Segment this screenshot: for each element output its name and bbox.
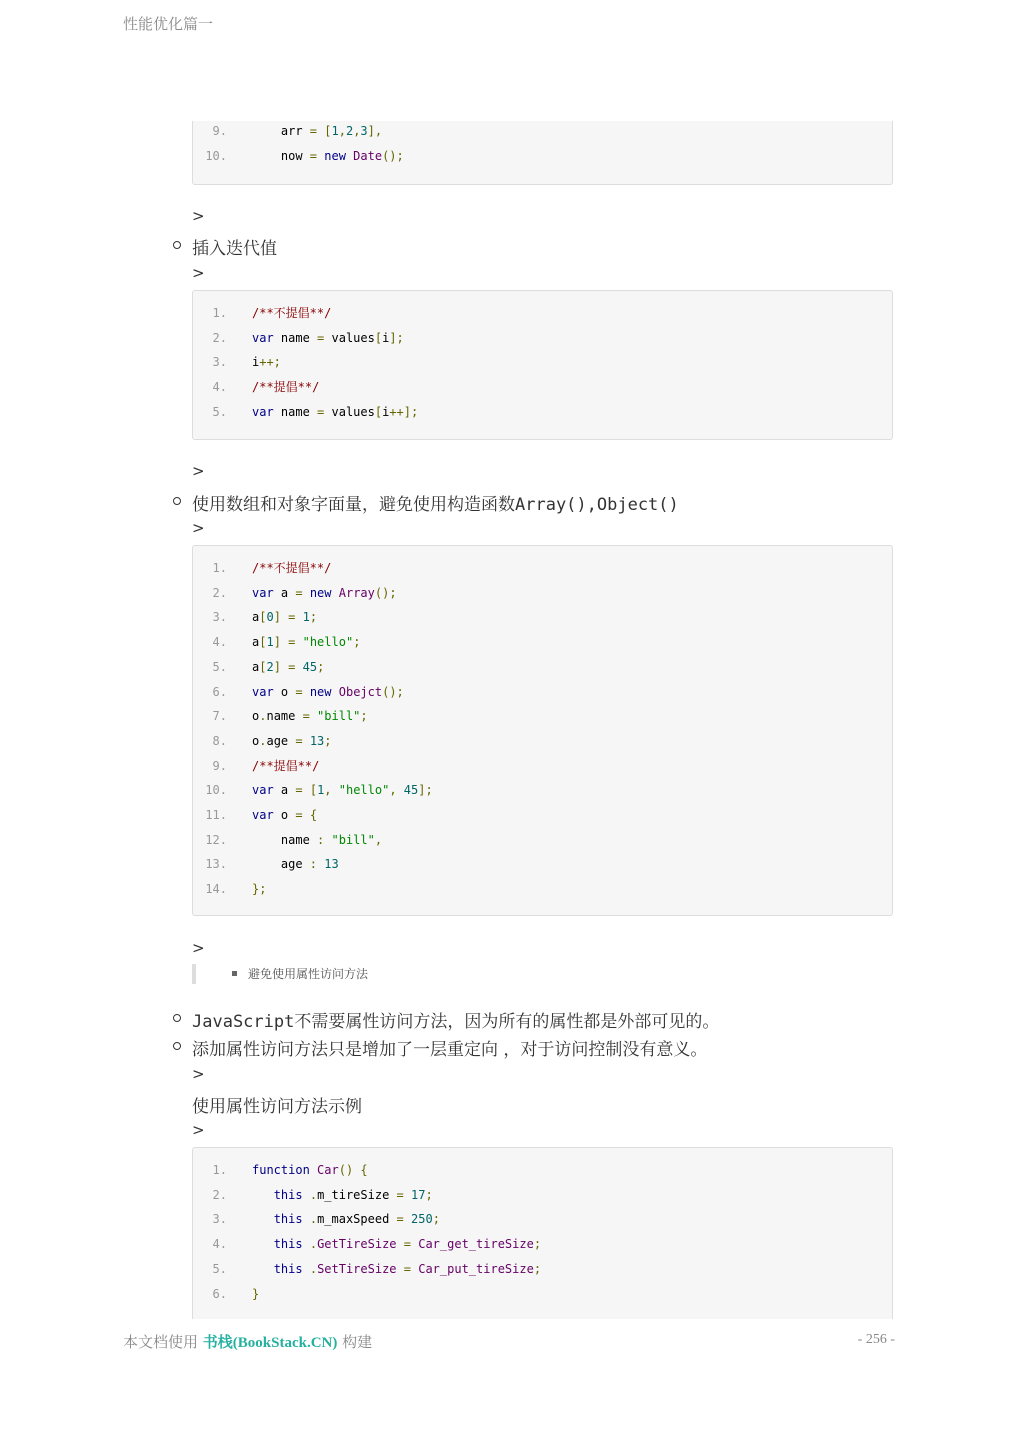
list-item-js-code: JavaScript [192,1012,295,1032]
line-number: 13. [205,857,227,872]
line-number: 1. [212,306,227,320]
line-number: 6. [212,684,227,699]
code-text: name : "bill", [252,832,383,847]
code-text: var name = values[i]; [252,330,404,345]
line-number: 2. [212,1187,227,1202]
blockquote-bar [192,964,196,984]
line-number: 10. [205,148,227,163]
page-header-title: 性能优化篇一 [123,15,214,33]
code-text: var o = { [252,808,318,822]
code-text: this .m_tireSize = 17; [273,1187,433,1202]
line-number: 2. [212,330,227,345]
line-number: 10. [205,783,227,798]
code-text: o.name = "bill"; [252,709,368,724]
list-item-insert-iter: 插入迭代值 [192,239,277,259]
code-text: a[1] = "hello"; [252,635,361,650]
list-bullet [173,497,181,505]
code-block-3 [192,545,893,916]
line-number: 12. [205,832,227,847]
code-text: }; [252,882,267,897]
list-bullet [173,241,181,249]
line-number: 8. [212,733,227,748]
gt-marker: > [192,462,205,480]
gt-marker: > [192,519,205,537]
line-number: 4. [212,635,227,650]
footer-prefix: 本文档使用 [123,1333,199,1351]
gt-marker: > [192,1065,205,1083]
line-number: 5. [212,1261,227,1276]
blockquote-item: 避免使用属性访问方法 [248,967,369,981]
code-text: /**提倡**/ [252,758,320,773]
line-number: 9. [212,758,227,773]
line-number: 3. [212,355,227,370]
line-number: 1. [212,561,227,575]
code-text: } [252,1286,260,1301]
line-number: 5. [212,659,227,674]
code-text: a[2] = 45; [252,659,325,674]
gt-marker: > [192,264,205,282]
list-item-add-accessor: 添加属性访问方法只是增加了一层重定向 ，对于访问控制没有意义。 [192,1040,708,1060]
code-block-4 [192,1147,893,1319]
code-text: this .GetTireSize = Car_get_tireSize; [273,1237,542,1252]
line-number: 9. [212,124,227,138]
line-number: 5. [212,404,227,419]
line-number: 6. [212,1286,227,1301]
line-number: 4. [212,1237,227,1252]
line-number: 11. [205,808,227,822]
code-block-2 [192,290,893,440]
code-text: function Car() { [252,1163,368,1177]
code-text: this .m_maxSpeed = 250; [273,1212,440,1227]
gt-marker: > [192,939,205,957]
list-item-literals [192,490,679,515]
code-text: var a = new Array(); [252,585,397,600]
code-text: /**不提倡**/ [252,561,332,575]
code-text: /**提倡**/ [252,380,320,395]
line-number: 14. [205,882,227,897]
code-text: now = new Date(); [252,148,404,163]
square-bullet [232,971,237,976]
line-number: 3. [212,610,227,625]
list-bullet [173,1042,181,1050]
list-item-js-text: 不需要属性访问方法，因为所有的属性都是外部可见的。 [294,1012,720,1032]
page-number: - 256 - [857,1332,895,1347]
line-number: 3. [212,1212,227,1227]
footer-brand-link[interactable]: 书栈(BookStack.CN) [202,1335,338,1351]
line-number: 7. [212,709,227,724]
list-item-literals-text: 使用数组和对象字面量，避免使用构造函数 [192,495,515,515]
line-number: 4. [212,380,227,395]
code-block-1 [192,121,893,185]
code-text: var name = values[i++]; [252,404,419,419]
code-text: age : 13 [252,857,339,872]
footer-suffix: 构建 [342,1333,373,1351]
code-text: var o = new Obejct(); [252,684,404,699]
line-number: 2. [212,585,227,600]
list-item-js-no-accessor [192,1007,719,1032]
footer-credit [123,1331,372,1352]
code-text: this .SetTireSize = Car_put_tireSize; [273,1261,542,1276]
code-text: var a = [1, "hello", 45]; [252,783,433,798]
code-text: /**不提倡**/ [252,306,332,320]
example-heading: 使用属性访问方法示例 [192,1097,362,1117]
list-bullet [173,1014,181,1022]
code-text: a[0] = 1; [252,610,318,625]
gt-marker: > [192,207,205,225]
code-text: i++; [252,355,281,370]
list-item-literals-code: Array(),Object() [515,495,679,515]
code-text: arr = [1,2,3], [252,124,383,138]
code-text: o.age = 13; [252,733,332,748]
gt-marker: > [192,1121,205,1139]
line-number: 1. [212,1163,227,1177]
